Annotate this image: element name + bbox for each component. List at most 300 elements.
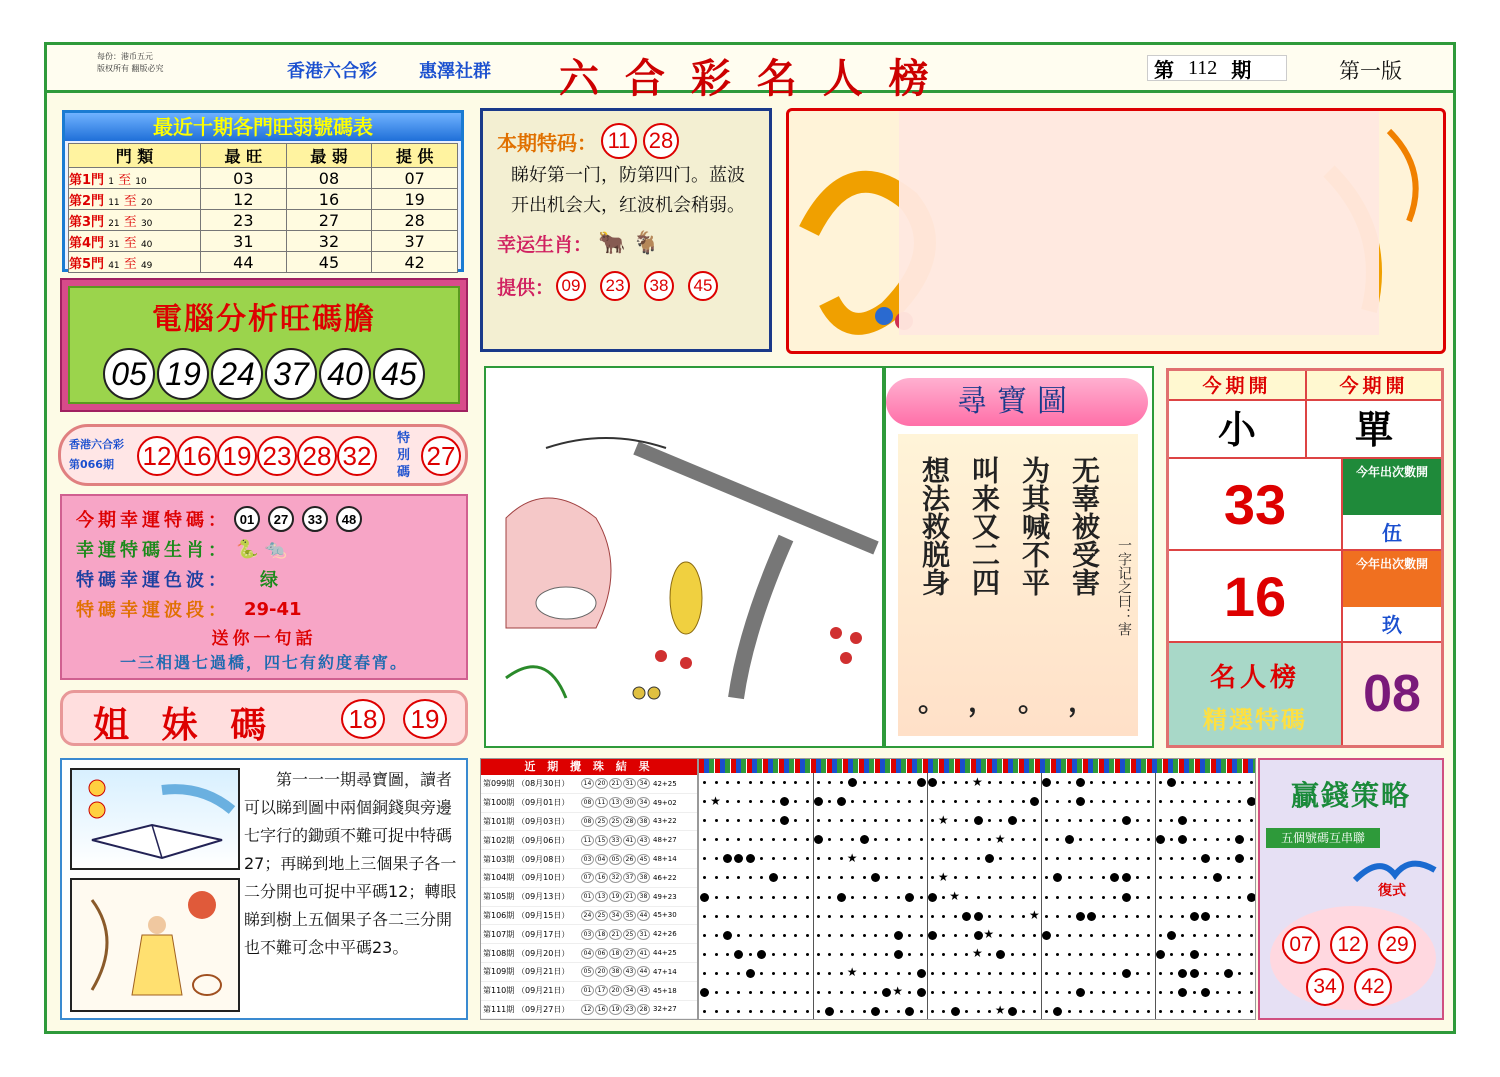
grid-dot (1033, 953, 1036, 956)
grid-dot (1238, 972, 1241, 975)
number-ball: 29 (1378, 926, 1416, 964)
grid-dot (942, 991, 945, 994)
result-number: 25 (609, 816, 622, 827)
drawn-dot (746, 969, 755, 978)
number-ball: 11 (601, 123, 637, 159)
grid-dot (817, 819, 820, 822)
explain-text: 第一一一期尋寶圖，讀者可以睇到圖中兩個銅錢與旁邊七字行的鋤頭不難可捉中特碼27；再睇到地上三個果子各一二分開也可捉中平碼12；轉眼睇到樹上五個果子各二三分開也不難可念中平碼23。 (244, 770, 457, 957)
grid-dot (1136, 934, 1139, 937)
grid-dot (1113, 838, 1116, 841)
grid-dot (1216, 819, 1219, 822)
grid-dot (999, 972, 1002, 975)
drawn-dot (1076, 778, 1085, 787)
grid-dot (931, 876, 934, 879)
number-ball: 19 (217, 436, 257, 476)
grid-dot (840, 1010, 843, 1013)
grid-dot (1216, 953, 1219, 956)
drawn-dot (1156, 835, 1165, 844)
grid-dot (1079, 972, 1082, 975)
number-ball: 34 (1306, 968, 1344, 1006)
grid-dot (885, 876, 888, 879)
grid-dot (760, 876, 763, 879)
result-special: 32+27 (653, 1005, 677, 1014)
grid-dot (1102, 896, 1105, 899)
grid-dot (1011, 953, 1014, 956)
grid-dot (1216, 781, 1219, 784)
grid-dot (840, 819, 843, 822)
door-label: 第3門 (69, 214, 105, 230)
grid-dot (954, 953, 957, 956)
grid-dot (977, 972, 980, 975)
grid-dot (874, 800, 877, 803)
grid-dot (1250, 1010, 1253, 1013)
grid-dot (1022, 896, 1025, 899)
drawn-dot (700, 988, 709, 997)
grid-dot (1136, 896, 1139, 899)
star-mark: ★ (994, 1003, 1006, 1018)
grid-dot (988, 953, 991, 956)
dot-grid-panel (698, 758, 1256, 1020)
number-ball: 19 (403, 699, 447, 739)
star-mark: ★ (972, 774, 983, 789)
grid-dot (817, 1010, 820, 1013)
fame-subtitle: 精選特碼 (1203, 706, 1307, 734)
grid-dot (817, 991, 820, 994)
result-period: 第101期 (483, 816, 515, 826)
grid-dot (760, 781, 763, 784)
result-number: 34 (637, 797, 650, 808)
last-draw-labels (69, 435, 124, 475)
result-number: 24 (581, 910, 594, 921)
grid-dot (954, 934, 957, 937)
grid-dot (1033, 972, 1036, 975)
drawn-dot (734, 950, 743, 959)
grid-dot (988, 972, 991, 975)
grid-dot (851, 1010, 854, 1013)
grid-dot (863, 972, 866, 975)
ten-period-title: 最近十期各門旺弱號碼表 (65, 113, 461, 141)
grid-dot (1238, 896, 1241, 899)
grid-dot (806, 819, 809, 822)
computer-title: 電腦分析旺碼膽 (152, 302, 376, 337)
result-number: 26 (623, 854, 636, 865)
grid-dot (1045, 857, 1048, 860)
grid-dot (897, 838, 900, 841)
grid-dot (1193, 876, 1196, 879)
grid-dot (817, 953, 820, 956)
grid-dot (1238, 800, 1241, 803)
result-number: 25 (595, 910, 608, 921)
drawn-dot (951, 1007, 960, 1016)
door-from: 21 (108, 218, 120, 229)
grid-dot (772, 915, 775, 918)
grid-dot (1250, 819, 1253, 822)
grid-dot (794, 953, 797, 956)
grid-dot (828, 819, 831, 822)
grid-dot (863, 1010, 866, 1013)
result-number: 04 (581, 948, 594, 959)
table-row (481, 850, 697, 869)
grid-dot (840, 857, 843, 860)
grid-dot (931, 915, 934, 918)
number-ball: 23 (257, 436, 297, 476)
star-mark: ★ (710, 793, 721, 808)
grid-dot (954, 838, 957, 841)
grid-dot (737, 819, 740, 822)
grid-dot (1102, 953, 1105, 956)
hot-cell: 23 (201, 210, 287, 231)
dot-grid (699, 773, 1256, 1020)
door-from: 1 (108, 176, 114, 187)
grid-dot (874, 857, 877, 860)
grid-divider (1155, 773, 1156, 1020)
grid-dot (885, 819, 888, 822)
grid-dot (920, 819, 923, 822)
grid-dot (1090, 800, 1093, 803)
grid-dot (726, 838, 729, 841)
drawn-dot (974, 912, 983, 921)
grid-dot (1056, 857, 1059, 860)
grid-dot (1022, 800, 1025, 803)
grid-dot (1204, 838, 1207, 841)
grid-dot (851, 896, 854, 899)
treasure-poem-panel (884, 366, 1154, 748)
grid-dot (988, 819, 991, 822)
grid-dot (817, 934, 820, 937)
saying-text: 一三相遇七過橋，四七有約度春宵。 (119, 653, 408, 672)
result-special: 42+25 (653, 779, 677, 788)
grid-dot (1033, 819, 1036, 822)
grid-dot (1170, 819, 1173, 822)
lucky-line4 (76, 594, 452, 624)
grid-dot (999, 934, 1002, 937)
grid-dot (1136, 819, 1139, 822)
grid-dot (1022, 1010, 1025, 1013)
grid-dot (965, 953, 968, 956)
provide-label: 提供： (497, 276, 555, 299)
grid-dot (1033, 896, 1036, 899)
grid-dot (794, 781, 797, 784)
grid-dot (920, 857, 923, 860)
grid-dot (715, 896, 718, 899)
grid-dot (840, 915, 843, 918)
drawn-dot (757, 950, 766, 959)
result-number: 43 (623, 966, 636, 977)
special-label: 特別碼 (397, 431, 411, 480)
grid-dot (715, 915, 718, 918)
poem-punct: ， (967, 685, 996, 718)
drawn-dot (1065, 835, 1074, 844)
grid-dot (1147, 876, 1150, 879)
grid-dot (897, 915, 900, 918)
grid-dot (715, 934, 718, 937)
grid-dot (1113, 1010, 1116, 1013)
drawn-dot (1008, 1007, 1017, 1016)
drawn-dot (928, 893, 937, 902)
grid-dot (1068, 991, 1071, 994)
grid-dot (828, 953, 831, 956)
grid-dot (1113, 972, 1116, 975)
grid-dot (874, 915, 877, 918)
grid-dot (1136, 953, 1139, 956)
grid-dot (942, 953, 945, 956)
grid-dot (1147, 857, 1150, 860)
grid-dot (794, 857, 797, 860)
grid-dot (1170, 953, 1173, 956)
grid-dot (1204, 896, 1207, 899)
drawn-dot (1008, 816, 1017, 825)
grid-dot (1113, 819, 1116, 822)
grid-dot (726, 896, 729, 899)
girl-picking-fruit-icon (72, 880, 238, 1010)
lucky-line1 (76, 504, 452, 534)
grid-dot (1193, 819, 1196, 822)
drawn-dot (1076, 988, 1085, 997)
number-ball: 37 (265, 348, 317, 400)
grid-dot (1170, 800, 1173, 803)
grid-dot (965, 991, 968, 994)
grid-dot (942, 896, 945, 899)
grid-dot (1056, 934, 1059, 937)
grid-dot (783, 915, 786, 918)
grid-dot (965, 934, 968, 937)
grid-dot (806, 934, 809, 937)
grid-dot (1181, 953, 1184, 956)
door-from: 41 (108, 260, 120, 271)
star-mark: ★ (972, 946, 983, 961)
grid-dot (1136, 972, 1139, 975)
grid-dot (908, 915, 911, 918)
table-row (481, 831, 697, 850)
grid-dot (1216, 1010, 1219, 1013)
grid-dot (908, 800, 911, 803)
drawn-dot (905, 1007, 914, 1016)
grid-dot (1181, 876, 1184, 879)
grid-dot (715, 972, 718, 975)
grid-dot (760, 896, 763, 899)
grid-dot (737, 800, 740, 803)
grid-dot (840, 781, 843, 784)
grid-dot (1227, 1010, 1230, 1013)
grid-dot (1045, 991, 1048, 994)
table-row (481, 775, 697, 794)
grid-dot (954, 915, 957, 918)
grid-dot (1227, 953, 1230, 956)
result-number: 34 (623, 985, 636, 996)
issue-suffix: 期 (1231, 57, 1252, 82)
grid-dot (931, 819, 934, 822)
grid-dot (1170, 972, 1173, 975)
grid-dot (1204, 972, 1207, 975)
grid-dot (1125, 953, 1128, 956)
door-to-label: 至 (118, 172, 132, 188)
lucky-range-value: 29-41 (244, 598, 302, 620)
grid-dot (806, 1010, 809, 1013)
star-mark: ★ (846, 850, 858, 865)
grid-dot (1102, 1010, 1105, 1013)
grid-dot (806, 915, 809, 918)
grid-dot (1250, 972, 1253, 975)
grid-dot (920, 800, 923, 803)
grid-dot (1147, 838, 1150, 841)
grid-dot (817, 896, 820, 899)
org-name-2: 惠澤社群 (419, 61, 491, 82)
grid-dot (1056, 838, 1059, 841)
grid-dot (1102, 819, 1105, 822)
grid-dot (1170, 896, 1173, 899)
count-label-1: 今年出次數開 (1343, 459, 1441, 515)
grid-dot (1147, 953, 1150, 956)
result-period: 第109期 (483, 967, 515, 977)
poem-punct: 。 (917, 685, 946, 718)
grid-dot (1022, 838, 1025, 841)
result-special: 44+25 (653, 949, 677, 958)
drawn-dot (985, 854, 994, 863)
grid-dot (772, 781, 775, 784)
grid-dot (840, 991, 843, 994)
grid-dot (851, 800, 854, 803)
grid-dot (1250, 876, 1253, 879)
grid-dot (1090, 838, 1093, 841)
grid-dot (1227, 800, 1230, 803)
strategy-row-2 (1306, 968, 1392, 1006)
number-ball: 19 (157, 348, 209, 400)
grid-dot (1068, 953, 1071, 956)
grid-dot (715, 1010, 718, 1013)
grid-dot (1238, 781, 1241, 784)
drawn-dot (882, 988, 891, 997)
result-number: 12 (581, 1004, 594, 1015)
grid-dot (1227, 781, 1230, 784)
fame-title: 名人榜 (1209, 663, 1300, 693)
result-date: （09月06日） (517, 835, 570, 845)
number-ball: 27 (268, 506, 294, 532)
grid-dot (840, 953, 843, 956)
grid-dot (851, 876, 854, 879)
grid-divider (1041, 773, 1042, 1020)
grid-dot (908, 819, 911, 822)
lucky-line2 (76, 534, 452, 564)
issue-prefix: 第 (1154, 57, 1174, 82)
dot-grid-color-strip (699, 759, 1255, 773)
drawn-dot (905, 893, 914, 902)
grid-dot (749, 896, 752, 899)
drawn-dot (723, 931, 732, 940)
star-mark: ★ (1028, 908, 1040, 923)
grid-dot (954, 800, 957, 803)
grid-dot (1102, 857, 1105, 860)
grid-dot (1227, 876, 1230, 879)
count-value-1: 伍 (1343, 515, 1441, 551)
grid-dot (977, 838, 980, 841)
sister-panel (60, 690, 468, 746)
grid-dot (1045, 972, 1048, 975)
grid-dot (828, 896, 831, 899)
grid-dot (988, 838, 991, 841)
result-date: （09月01日） (517, 798, 570, 808)
book-icon (72, 770, 238, 868)
org-name-1: 香港六合彩 (287, 61, 377, 82)
grid-dot (874, 991, 877, 994)
grid-dot (1125, 781, 1128, 784)
grid-dot (863, 915, 866, 918)
grid-dot (749, 915, 752, 918)
grid-dot (1011, 857, 1014, 860)
result-number: 16 (595, 872, 608, 883)
lucky-line4-label: 特碼幸運波段： (76, 600, 230, 621)
door-label: 第4門 (69, 235, 105, 251)
result-special: 45+18 (653, 986, 677, 995)
grid-dot (817, 972, 820, 975)
result-number: 21 (609, 778, 622, 789)
grid-dot (1056, 991, 1059, 994)
grid-dot (1193, 800, 1196, 803)
grid-dot (794, 876, 797, 879)
grid-dot (897, 1010, 900, 1013)
lucky-line2-label: 幸運特碼生肖： (76, 540, 230, 561)
cold-cell: 08 (286, 168, 372, 189)
result-date: （09月20日） (517, 948, 570, 958)
lucky-line3 (76, 564, 452, 594)
number-ball: 24 (211, 348, 263, 400)
grid-dot (1113, 800, 1116, 803)
grid-dot (885, 857, 888, 860)
drawn-dot (837, 893, 846, 902)
grid-dot (817, 781, 820, 784)
grid-dot (1045, 800, 1048, 803)
table-row (69, 252, 458, 273)
grid-dot (851, 915, 854, 918)
poem-column: 无辜被受害 (1068, 456, 1101, 596)
grid-dot (999, 991, 1002, 994)
grid-dot (1022, 876, 1025, 879)
result-number: 11 (595, 797, 608, 808)
grid-dot (1056, 972, 1059, 975)
grid-dot (783, 953, 786, 956)
fame-number: 08 (1343, 643, 1441, 745)
grid-dot (1159, 896, 1162, 899)
grid-dot (794, 1010, 797, 1013)
grid-dot (1193, 896, 1196, 899)
grid-dot (1170, 915, 1173, 918)
grid-dot (1011, 838, 1014, 841)
grid-dot (1079, 857, 1082, 860)
result-number: 43 (637, 835, 650, 846)
drawn-dot (1156, 950, 1165, 959)
grid-dot (1113, 934, 1116, 937)
number-ball: 48 (336, 506, 362, 532)
grid-dot (1227, 857, 1230, 860)
grid-dot (908, 972, 911, 975)
grid-dot (749, 838, 752, 841)
grid-dot (715, 857, 718, 860)
table-row (481, 1001, 697, 1020)
drawn-dot (917, 969, 926, 978)
grid-dot (885, 838, 888, 841)
grid-dot (851, 991, 854, 994)
grid-dot (897, 972, 900, 975)
result-date: （09月15日） (517, 910, 570, 920)
grid-dot (954, 781, 957, 784)
grid-dot (1090, 953, 1093, 956)
grid-dot (920, 838, 923, 841)
grid-dot (1250, 953, 1253, 956)
result-number: 41 (637, 948, 650, 959)
result-period: 第100期 (483, 798, 515, 808)
result-number: 05 (581, 966, 594, 977)
grid-dot (726, 800, 729, 803)
strategy-title: 贏錢策略 (1290, 779, 1411, 812)
